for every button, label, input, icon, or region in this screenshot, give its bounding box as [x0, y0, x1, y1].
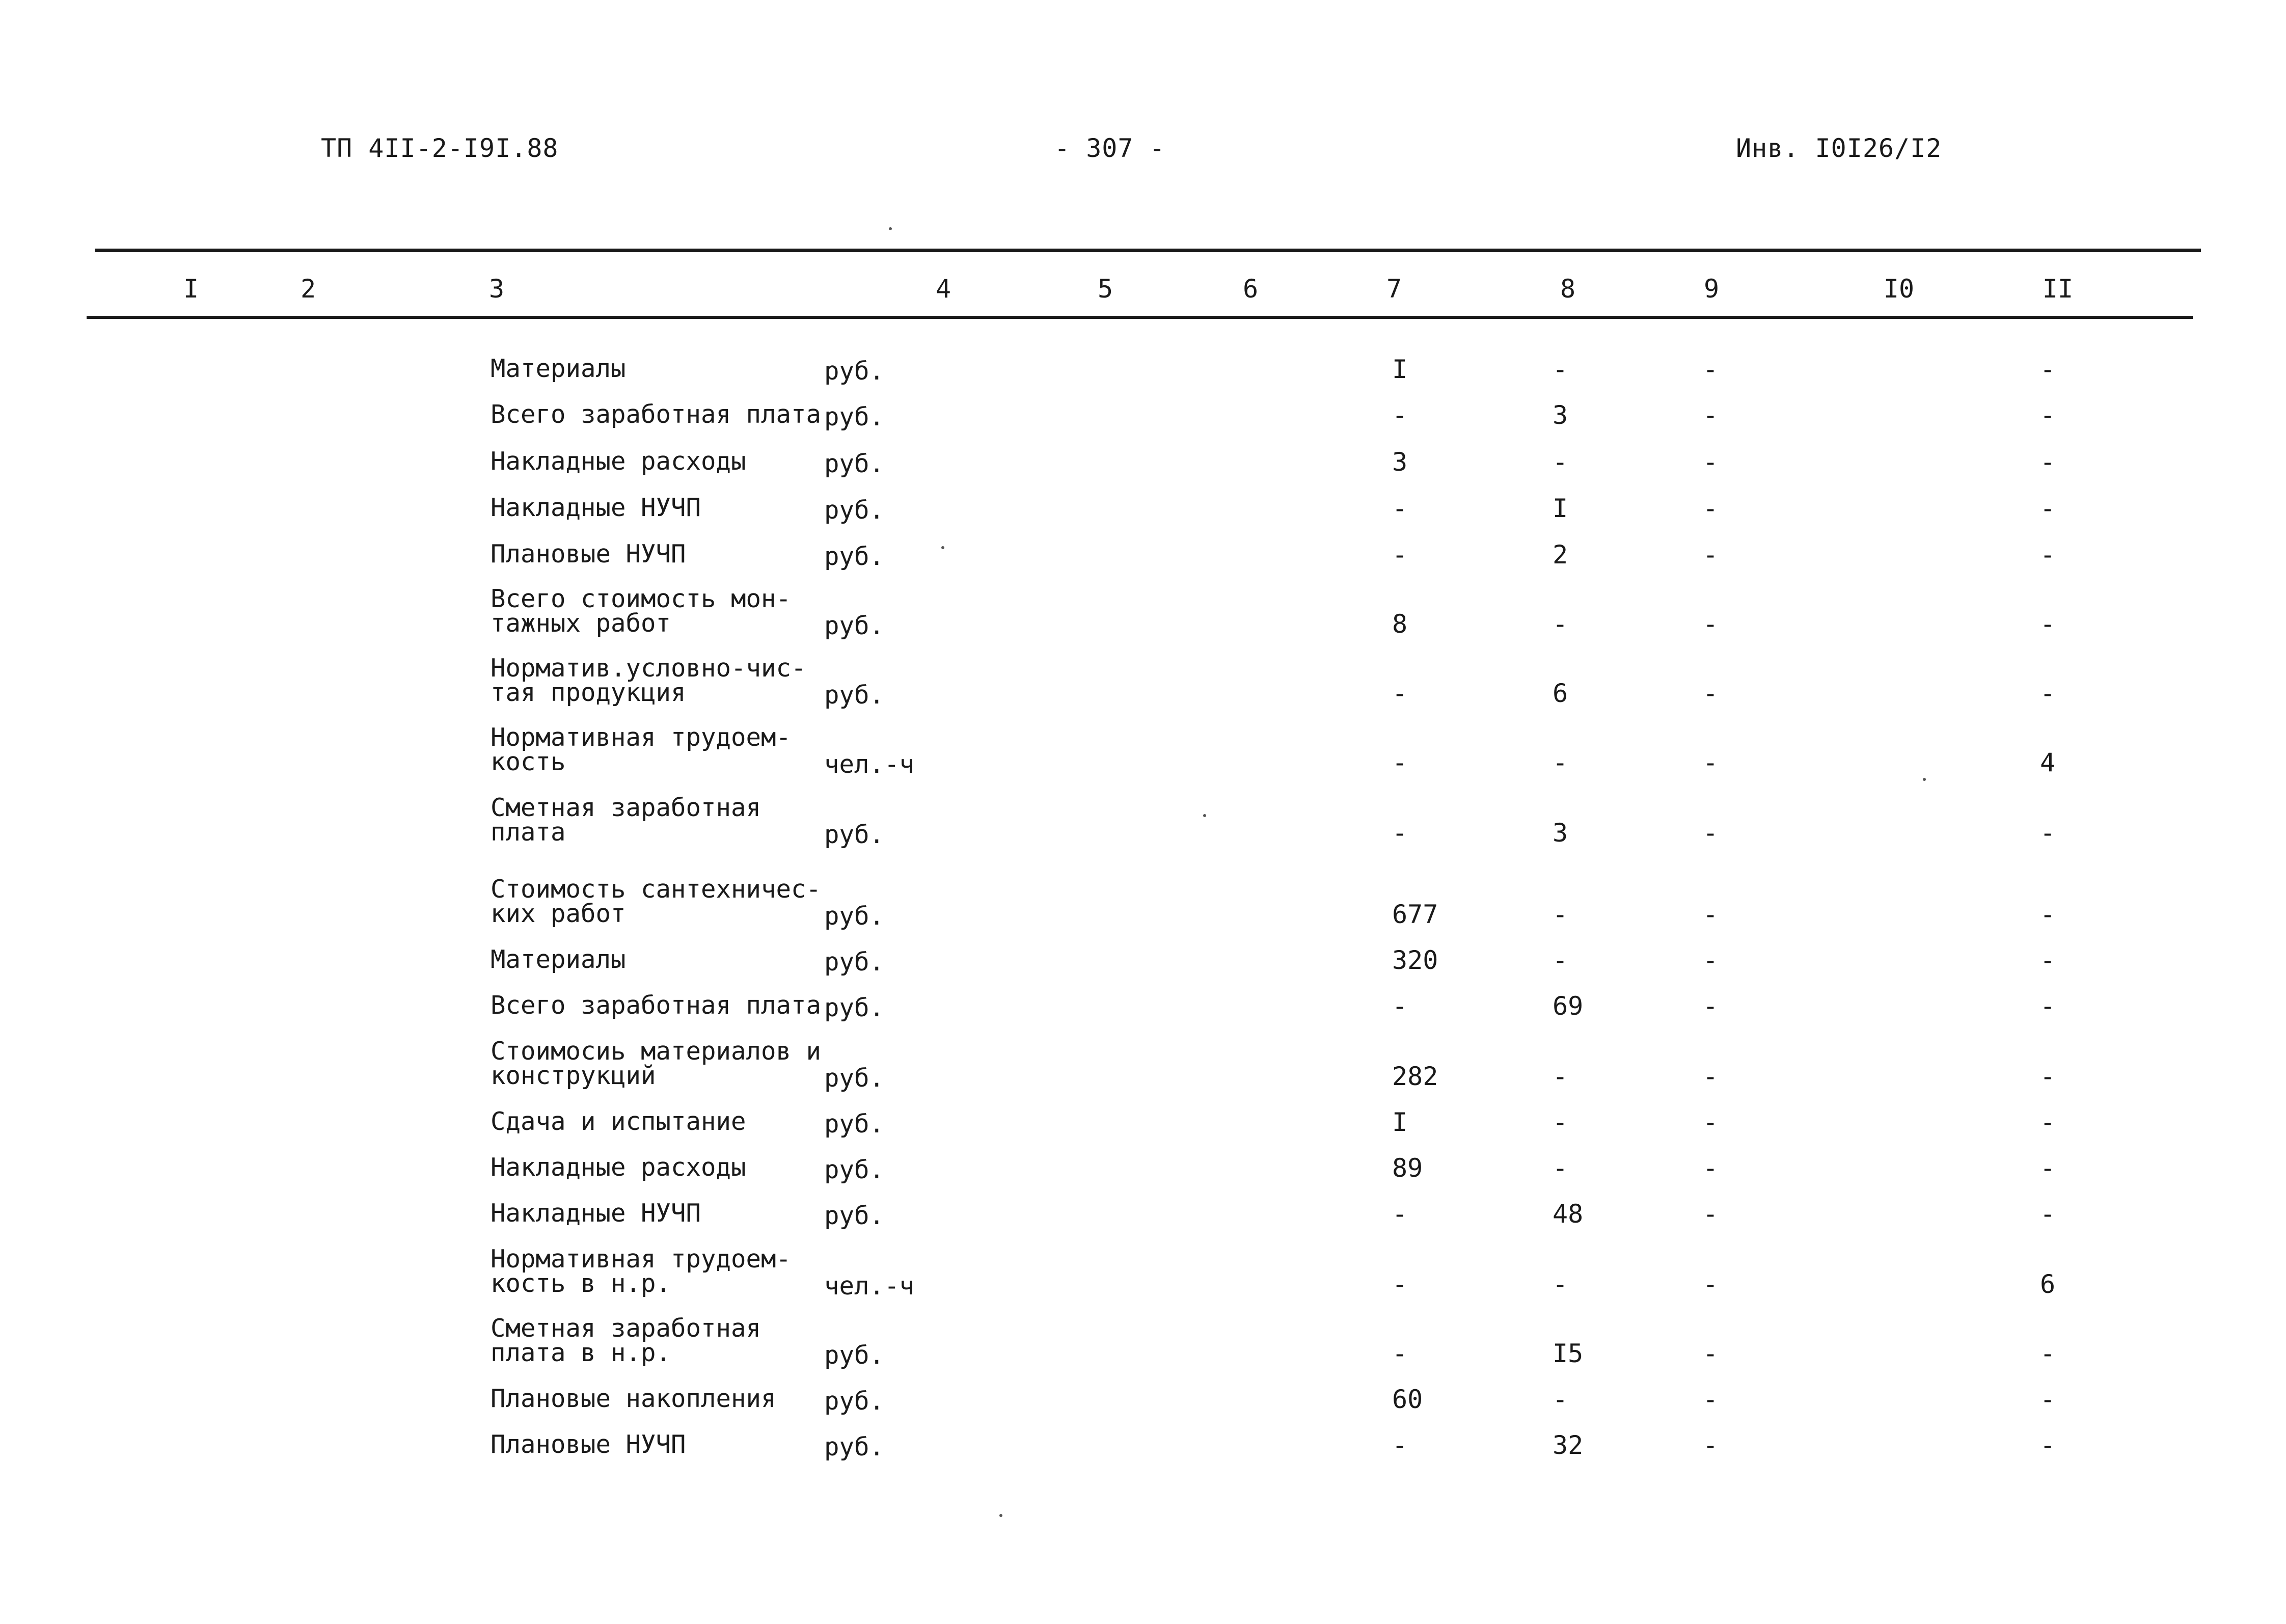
cell-col-11: -	[2039, 900, 2056, 929]
cell-col-7: I	[1392, 355, 1408, 384]
column-header: 7	[1386, 274, 1402, 304]
cell-col-9: -	[1702, 1269, 1719, 1299]
cell-col-7: 3	[1392, 447, 1408, 477]
cell-col-8: 6	[1553, 679, 1568, 708]
cell-col-9: -	[1702, 494, 1719, 523]
row-unit: руб.	[824, 1432, 885, 1461]
row-unit: руб.	[824, 1341, 885, 1370]
row-unit: чел.-ч	[824, 750, 915, 779]
scan-speck	[1203, 814, 1206, 817]
cell-col-11: -	[2039, 818, 2056, 848]
table-header-rule	[87, 316, 2193, 319]
cell-col-9: -	[1702, 900, 1719, 929]
cell-col-11: -	[2039, 1339, 2056, 1368]
cell-col-7: -	[1392, 494, 1408, 523]
page-number: - 307 -	[1054, 133, 1165, 163]
cell-col-11: -	[2039, 991, 2056, 1021]
row-label: Стоимость сантехничес- ких работ	[491, 875, 822, 928]
scan-speck	[889, 227, 892, 230]
row-unit: руб.	[824, 357, 885, 386]
cell-col-11: -	[2039, 540, 2056, 570]
table-top-rule	[95, 249, 2201, 252]
row-label: Нормативная трудоем- кость	[491, 723, 792, 776]
column-header: 8	[1560, 274, 1576, 304]
cell-col-9: -	[1702, 1062, 1719, 1091]
column-header: 3	[488, 274, 505, 304]
cell-col-11: -	[2039, 1385, 2056, 1414]
cell-col-8: -	[1553, 900, 1568, 929]
row-unit: руб.	[824, 948, 885, 977]
cell-col-7: -	[1392, 818, 1408, 848]
cell-col-9: -	[1702, 679, 1719, 708]
row-label: Сметная заработная плата в н.р.	[491, 1314, 761, 1367]
row-unit: руб.	[824, 681, 885, 710]
cell-col-11: -	[2039, 1153, 2056, 1183]
cell-col-9: -	[1702, 991, 1719, 1021]
cell-col-11: -	[2039, 400, 2056, 430]
cell-col-7: -	[1392, 991, 1408, 1021]
row-label: Норматив.условно-чис- тая продукция	[491, 654, 806, 707]
cell-col-8: -	[1553, 1107, 1568, 1137]
cell-col-9: -	[1702, 818, 1719, 848]
cell-col-8: -	[1553, 748, 1568, 777]
cell-col-8: 48	[1553, 1199, 1584, 1229]
cell-col-11: -	[2039, 1107, 2056, 1137]
cell-col-8: 69	[1553, 991, 1584, 1021]
cell-col-8: -	[1553, 447, 1568, 477]
cell-col-9: -	[1702, 945, 1719, 975]
row-unit: руб.	[824, 993, 885, 1022]
row-label: Стоимосиь материалов и конструкций	[491, 1037, 822, 1090]
row-label: Сметная заработная плата	[491, 793, 761, 847]
cell-col-9: -	[1702, 355, 1719, 384]
cell-col-8: -	[1553, 355, 1568, 384]
cell-col-9: -	[1702, 447, 1719, 477]
cell-col-11: -	[2039, 1430, 2056, 1460]
column-header: I	[183, 274, 199, 304]
document-code: ТП 4II-2-I9I.88	[321, 133, 559, 163]
row-label: Всего стоимость мон- тажных работ	[491, 584, 792, 638]
cell-col-7: -	[1392, 400, 1408, 430]
column-header: 5	[1097, 274, 1113, 304]
cell-col-8: -	[1553, 1385, 1568, 1414]
scan-speck	[941, 546, 944, 549]
row-unit: руб.	[824, 402, 885, 431]
row-label: Материалы	[491, 354, 626, 383]
row-unit: руб.	[824, 1109, 885, 1139]
cell-col-8: 2	[1553, 540, 1568, 570]
cell-col-7: 89	[1392, 1153, 1423, 1183]
cell-col-7: -	[1392, 1339, 1408, 1368]
cell-col-7: -	[1392, 1269, 1408, 1299]
cell-col-8: 3	[1553, 400, 1568, 430]
cell-col-11: -	[2039, 494, 2056, 523]
cell-col-11: -	[2039, 945, 2056, 975]
row-unit: руб.	[824, 449, 885, 478]
cell-col-8: I	[1553, 494, 1568, 523]
cell-col-9: -	[1702, 1385, 1719, 1414]
inventory-number: Инв. I0I26/I2	[1736, 133, 1942, 163]
cell-col-11: -	[2039, 679, 2056, 708]
row-label: Накладные НУЧП	[491, 1199, 701, 1228]
row-label: Всего заработная плата	[491, 400, 822, 429]
cell-col-11: -	[2039, 1199, 2056, 1229]
row-label: Нормативная трудоем- кость в н.р.	[491, 1244, 792, 1298]
row-unit: руб.	[824, 611, 885, 640]
cell-col-7: -	[1392, 1430, 1408, 1460]
row-label: Накладные расходы	[491, 1153, 746, 1182]
cell-col-8: 3	[1553, 818, 1568, 848]
row-label: Материалы	[491, 945, 626, 974]
cell-col-9: -	[1702, 1339, 1719, 1368]
row-unit: руб.	[824, 496, 885, 525]
cell-col-11: -	[2039, 609, 2056, 639]
cell-col-9: -	[1702, 748, 1719, 777]
row-label: Всего заработная плата	[491, 991, 822, 1020]
column-header: 9	[1703, 274, 1720, 304]
row-unit: руб.	[824, 542, 885, 571]
row-label: Плановые накопления	[491, 1384, 776, 1413]
row-unit: чел.-ч	[824, 1271, 915, 1301]
scan-speck	[999, 1514, 1002, 1517]
cell-col-11: 4	[2039, 748, 2056, 777]
row-unit: руб.	[824, 1387, 885, 1416]
cell-col-8: -	[1553, 609, 1568, 639]
row-unit: руб.	[824, 902, 885, 931]
row-unit: руб.	[824, 1155, 885, 1184]
cell-col-9: -	[1702, 1430, 1719, 1460]
column-header: 4	[935, 274, 951, 304]
cell-col-7: 677	[1392, 900, 1438, 929]
row-label: Плановые НУЧП	[491, 1430, 686, 1459]
cell-col-7: -	[1392, 540, 1408, 570]
cell-col-11: -	[2039, 355, 2056, 384]
cell-col-7: 320	[1392, 945, 1438, 975]
row-unit: руб.	[824, 820, 885, 849]
cell-col-11: -	[2039, 447, 2056, 477]
cell-col-8: -	[1553, 945, 1568, 975]
row-label: Накладные НУЧП	[491, 493, 701, 522]
cell-col-7: 8	[1392, 609, 1408, 639]
row-label: Плановые НУЧП	[491, 539, 686, 569]
cell-col-7: -	[1392, 679, 1408, 708]
column-header: 2	[300, 274, 316, 304]
row-label: Сдача и испытание	[491, 1107, 746, 1136]
cell-col-8: 32	[1553, 1430, 1584, 1460]
cell-col-9: -	[1702, 609, 1719, 639]
cell-col-9: -	[1702, 1107, 1719, 1137]
row-unit: руб.	[824, 1064, 885, 1093]
cell-col-8: -	[1553, 1269, 1568, 1299]
cell-col-7: -	[1392, 748, 1408, 777]
cell-col-8: I5	[1553, 1339, 1584, 1368]
scan-speck	[1923, 778, 1926, 781]
cell-col-7: 60	[1392, 1385, 1423, 1414]
cell-col-7: -	[1392, 1199, 1408, 1229]
cell-col-11: 6	[2039, 1269, 2056, 1299]
cell-col-11: -	[2039, 1062, 2056, 1091]
cell-col-8: -	[1553, 1153, 1568, 1183]
column-header: II	[2042, 274, 2074, 304]
row-unit: руб.	[824, 1201, 885, 1230]
cell-col-9: -	[1702, 1153, 1719, 1183]
cell-col-9: -	[1702, 1199, 1719, 1229]
row-label: Накладные расходы	[491, 447, 746, 476]
cell-col-8: -	[1553, 1062, 1568, 1091]
cell-col-7: I	[1392, 1107, 1408, 1137]
column-header: 6	[1242, 274, 1259, 304]
cell-col-9: -	[1702, 540, 1719, 570]
column-header: I0	[1883, 274, 1915, 304]
cell-col-9: -	[1702, 400, 1719, 430]
cell-col-7: 282	[1392, 1062, 1438, 1091]
